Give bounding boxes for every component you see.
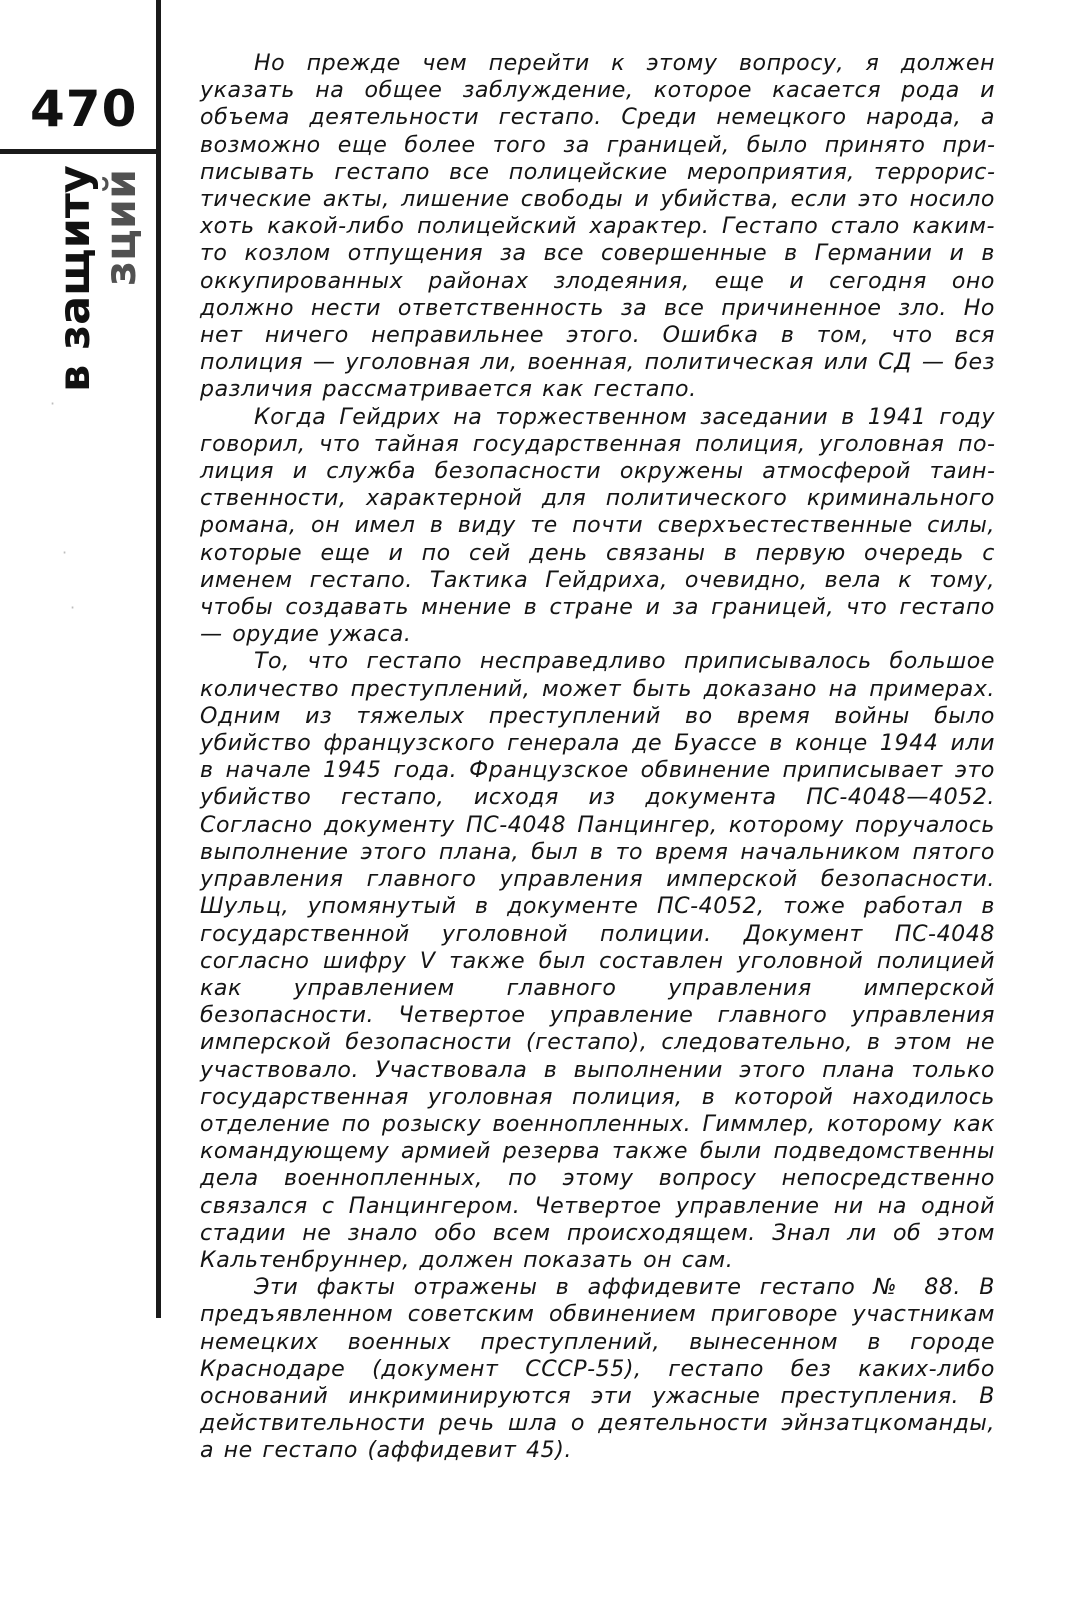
body-text — [200, 50, 995, 1465]
scan-speck: · — [50, 394, 56, 413]
paragraph-2: Когда Гейдрих на торжественном заседании в 1941 году говорил, что тайная государственная полиция, уголовная полиция и служба безопасности окружены атмосферой таинственности, характерной для политического криминального романа, он имел в виду те почти сверхъестественные силы, которые еще и по сей день связаны в первую очередь с именем гестапо. Тактика Гейдриха, очевидно, вела к тому, чтобы создавать мнение в стране и за границей, что гестапо — орудие ужаса. — [200, 403, 995, 648]
paragraph-4: Эти факты отражены в аффидевите гестапо № 88. В предъявленном советским обвинением приговоре участникам немецких военных преступлений, вынесенном в городе Краснодаре (документ СССР-55), гестапо без каких-либо оснований инкриминируются эти ужасные преступления. В действительности речь шла о деятельности эйнзатцкоманды, а не гестапо (аффидевит 45). — [200, 1274, 995, 1464]
page-number: 470 — [30, 80, 138, 138]
scan-speck: · — [62, 543, 68, 562]
running-title-main: в защиту — [50, 165, 100, 392]
page-number-underline-rule — [0, 149, 159, 154]
margin-vertical-rule — [156, 0, 161, 1318]
scan-speck: · — [70, 598, 76, 617]
paragraph-3: То, что гестапо несправедливо приписывалось большое количество преступлений, может быть доказано на примерах. Одним из тяжелых преступлений во время войны было убийство французского генерала де Буассе в конце 1944 или в начале 1945 года. Французское обвинение приписывает это убийство гестапо, исходя из документа ПС-4048—4052. Согласно документу ПС-4048 Панцингер, которому поручалось выполнение этого плана, был в то время начальником пятого управления главного управления имперской безопасности. Шульц, упомянутый в документе ПС-4052, тоже работал в государственной уголовной полиции. Документ ПС-4048 согласно шифру V также был составлен уголовной полицией как управлением главного управления имперской безопасности. Четвертое управление главного управления имперской безопасности (гестапо), следовательно, в этом не участвовало. Участвовала в выполнении этого плана только государственная уголовная полиция, в которой находилось отделение по розыску военнопленных. Гиммлер, которому как командующему армией резерва также были подведомственны дела военнопленных, по этому вопросу непосредственно связался с Панцингером. Четвертое управление ни на одной стадии не знало обо всем происходящем. Знал ли об этом Кальтенбруннер, должен показать он сам. — [200, 648, 995, 1273]
paragraph-1: Но прежде чем перейти к этому вопросу, я должен указать на общее заблуждение, которое касается рода и объема деятельности гестапо. Среди немецкого народа, а возможно еще более того за границей, было принято приписывать гестапо все полицейские мероприятия, террористические акты, лишение свободы и убийства, если это носило хоть какой-либо полицейский характер. Гестапо стало каким-то козлом отпущения за все совершенные в Германии и в оккупированных районах злодеяния, еще и сегодня оно должно нести ответственность за все причиненное зло. Но нет ничего неправильнее этого. Ошибка в том, что вся полиция — уголовная ли, военная, политическая или СД — без различия рассматривается как гестапо. — [200, 50, 995, 403]
running-title-faded: зций — [96, 168, 146, 286]
